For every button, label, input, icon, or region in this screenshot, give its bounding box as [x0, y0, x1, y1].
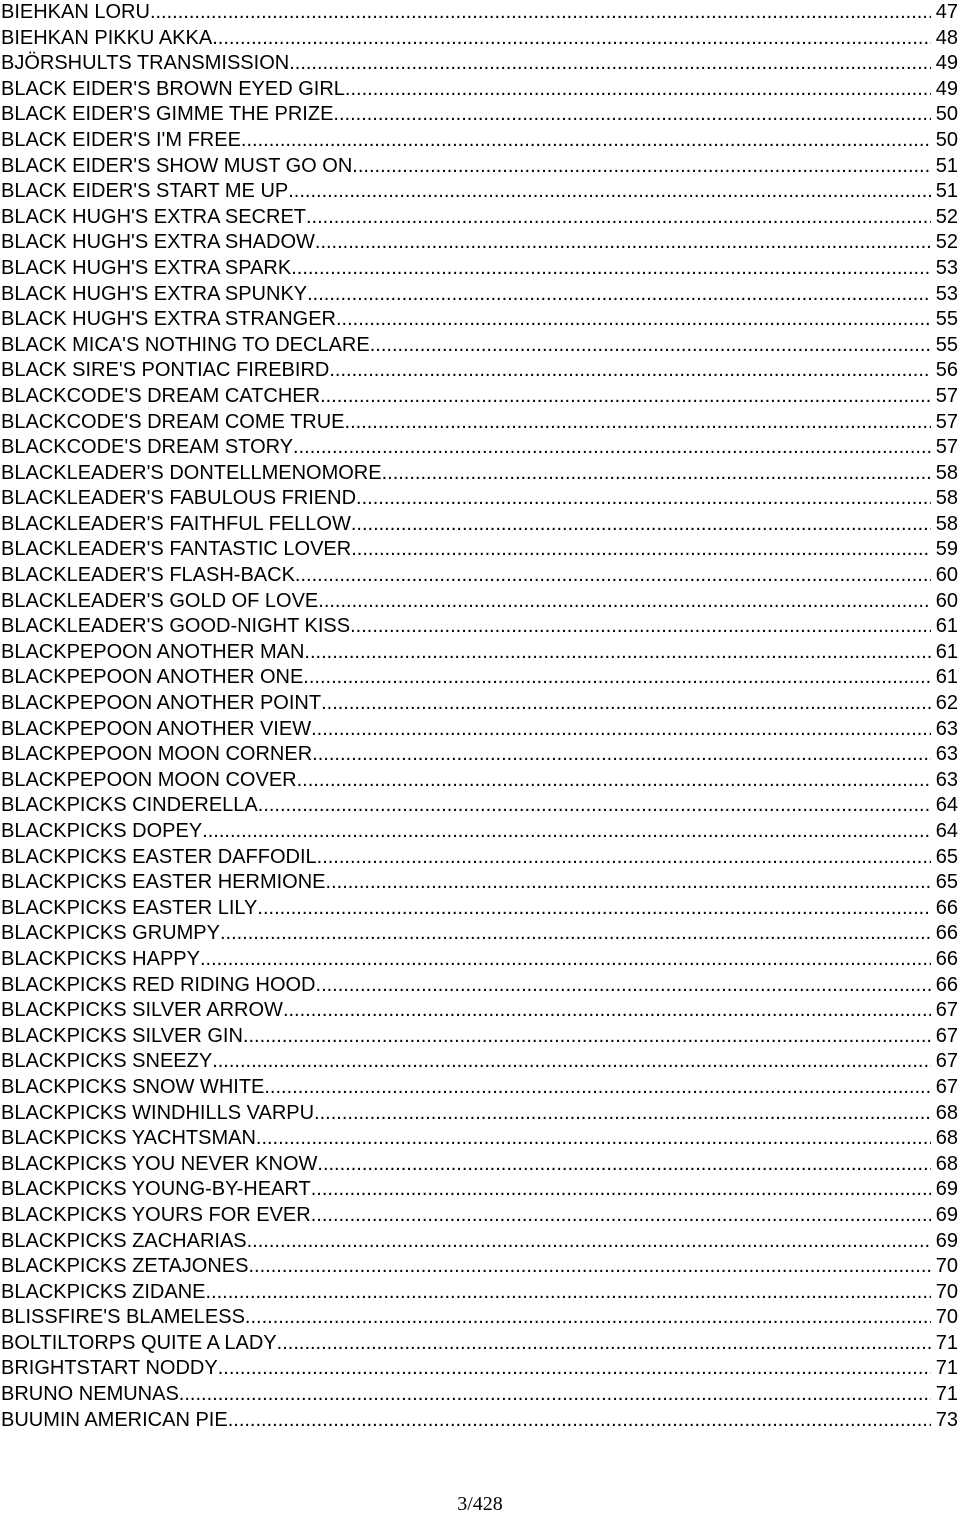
toc-entry-page: 66 [935, 947, 958, 970]
toc-entry-page: 61 [935, 640, 958, 663]
toc-entry-title: BLACKPEPOON MOON CORNER [1, 743, 313, 766]
toc-entry-title: BLACKCODE'S DREAM STORY [1, 436, 294, 459]
toc-entry-title: BLACK EIDER'S BROWN EYED GIRL [1, 77, 345, 100]
toc-entry-page: 67 [935, 1075, 958, 1098]
dot-leader [258, 793, 931, 819]
dot-leader [212, 26, 931, 52]
toc-entry-title: BLACK HUGH'S EXTRA SPARK [1, 256, 292, 279]
toc-entry[interactable] [0, 614, 960, 640]
toc-entry-title: BUUMIN AMERICAN PIE [1, 1408, 228, 1431]
toc-entry-title: BLACK EIDER'S START ME UP [1, 180, 289, 203]
dot-leader [243, 1024, 931, 1050]
toc-entry-title: BLACKPEPOON ANOTHER MAN [1, 640, 305, 663]
toc-entry[interactable] [0, 1126, 960, 1152]
toc-entry[interactable] [0, 537, 960, 563]
toc-entry-title: BLACKLEADER'S GOLD OF LOVE [1, 589, 319, 612]
toc-entry[interactable] [0, 384, 960, 410]
toc-entry-title: BLACK MICA'S NOTHING TO DECLARE [1, 333, 370, 356]
toc-entry[interactable] [0, 640, 960, 666]
toc-entry[interactable] [0, 282, 960, 308]
toc-entry[interactable] [0, 1049, 960, 1075]
toc-entry-page: 65 [935, 871, 958, 894]
toc-entry-page: 71 [935, 1331, 958, 1354]
dot-leader [329, 358, 930, 384]
dot-leader [202, 819, 931, 845]
toc-entry-title: BLACKLEADER'S FLASH-BACK [1, 564, 295, 587]
dot-leader [311, 717, 931, 743]
dot-leader [291, 256, 931, 282]
toc-entry[interactable] [0, 1101, 960, 1127]
toc-entry[interactable] [0, 1254, 960, 1280]
toc-entry-page: 52 [935, 231, 958, 254]
dot-leader [345, 410, 931, 436]
toc-entry[interactable] [0, 793, 960, 819]
toc-entry[interactable] [0, 435, 960, 461]
toc-entry[interactable] [0, 1177, 960, 1203]
dot-leader [311, 1177, 931, 1203]
toc-entry-page: 52 [935, 205, 958, 228]
toc-entry-page: 50 [935, 128, 958, 151]
toc-entry[interactable] [0, 870, 960, 896]
toc-entry-page: 60 [935, 589, 958, 612]
dot-leader [382, 461, 931, 487]
dot-leader [303, 665, 930, 691]
toc-entry-page: 69 [935, 1229, 958, 1252]
toc-entry-page: 51 [935, 154, 958, 177]
toc-entry-title: BLACK EIDER'S SHOW MUST GO ON [1, 154, 353, 177]
toc-entry[interactable] [0, 1280, 960, 1306]
toc-entry[interactable] [0, 128, 960, 154]
toc-entry[interactable] [0, 1024, 960, 1050]
toc-entry-title: BLACKPICKS EASTER DAFFODIL [1, 845, 317, 868]
toc-entry[interactable] [0, 1382, 960, 1408]
toc-entry-page: 67 [935, 1050, 958, 1073]
toc-entry-title: BLACKPICKS ZIDANE [1, 1280, 206, 1303]
toc-entry-page: 73 [935, 1408, 958, 1431]
dot-leader [318, 589, 930, 615]
dot-leader [351, 512, 931, 538]
dot-leader [248, 1254, 930, 1280]
toc-entry-title: BLACKPICKS SILVER ARROW [1, 999, 283, 1022]
dot-leader [293, 435, 931, 461]
toc-entry-page: 55 [935, 333, 958, 356]
toc-entry[interactable] [0, 358, 960, 384]
toc-entry-title: BRIGHTSTART NODDY [1, 1357, 218, 1380]
toc-entry[interactable] [0, 768, 960, 794]
toc-entry-title: BLACKPEPOON ANOTHER POINT [1, 692, 322, 715]
toc-entry[interactable] [0, 0, 960, 26]
dot-leader [320, 384, 931, 410]
toc-entry-title: BLACK HUGH'S EXTRA STRANGER [1, 308, 336, 331]
dot-leader [352, 154, 930, 180]
dot-leader [179, 1382, 931, 1408]
toc-entry[interactable] [0, 819, 960, 845]
dot-leader [333, 102, 930, 128]
dot-leader [297, 768, 931, 794]
toc-entry-page: 58 [935, 512, 958, 535]
dot-leader [245, 1305, 931, 1331]
toc-entry[interactable] [0, 921, 960, 947]
toc-entry[interactable] [0, 998, 960, 1024]
toc-entry-page: 62 [935, 692, 958, 715]
toc-entry-page: 56 [935, 359, 958, 382]
toc-entry-title: BLACK EIDER'S GIMME THE PRIZE [1, 103, 334, 126]
dot-leader [321, 691, 931, 717]
toc-entry-title: BLACKPICKS YACHTSMAN [1, 1127, 256, 1150]
toc-entry-page: 53 [935, 282, 958, 305]
toc-entry[interactable] [0, 896, 960, 922]
dot-leader [150, 0, 931, 26]
toc-entry[interactable] [0, 742, 960, 768]
toc-entry-title: BLACKPICKS GRUMPY [1, 922, 220, 945]
toc-entry[interactable] [0, 51, 960, 77]
dot-leader [256, 1126, 931, 1152]
dot-leader [304, 640, 930, 666]
toc-entry-page: 65 [935, 845, 958, 868]
toc-entry[interactable] [0, 410, 960, 436]
dot-leader [247, 1229, 931, 1255]
toc-entry-page: 66 [935, 973, 958, 996]
toc-entry-page: 70 [935, 1255, 958, 1278]
toc-entry-page: 69 [935, 1178, 958, 1201]
toc-entry-page: 57 [935, 410, 958, 433]
toc-entry-title: BLACKLEADER'S GOOD-NIGHT KISS [1, 615, 351, 638]
toc-entry-page: 71 [935, 1383, 958, 1406]
toc-entry-title: BLACK HUGH'S EXTRA SPUNKY [1, 282, 308, 305]
toc-entry[interactable] [0, 947, 960, 973]
dot-leader [314, 1101, 931, 1127]
toc-entry-title: BLACKPICKS EASTER HERMIONE [1, 871, 326, 894]
toc-entry[interactable] [0, 179, 960, 205]
toc-entry[interactable] [0, 461, 960, 487]
dot-leader [316, 973, 931, 999]
toc-entry-title: BLACKPICKS SNOW WHITE [1, 1075, 265, 1098]
dot-leader [228, 1408, 931, 1434]
toc-entry[interactable] [0, 256, 960, 282]
toc-entry-title: BLACK HUGH'S EXTRA SECRET [1, 205, 306, 228]
toc-entry-page: 67 [935, 999, 958, 1022]
toc-entry-title: BLACKPICKS WINDHILLS VARPU [1, 1101, 315, 1124]
toc-entry[interactable] [0, 307, 960, 333]
toc-entry-page: 64 [935, 794, 958, 817]
toc-entry[interactable] [0, 333, 960, 359]
dot-leader [326, 870, 931, 896]
toc-entry-title: BLACK HUGH'S EXTRA SHADOW [1, 231, 315, 254]
dot-leader [306, 205, 931, 231]
dot-leader [277, 1331, 931, 1357]
toc-entry-title: BLACKPEPOON ANOTHER ONE [1, 666, 304, 689]
toc-entry[interactable] [0, 486, 960, 512]
toc-entry-title: BLACKPICKS YOURS FOR EVER [1, 1203, 311, 1226]
toc-entry[interactable] [0, 717, 960, 743]
dot-leader [351, 537, 931, 563]
toc-entry-page: 60 [935, 564, 958, 587]
dot-leader [241, 128, 931, 154]
toc-entry-title: BRUNO NEMUNAS [1, 1383, 179, 1406]
dot-leader [220, 921, 931, 947]
toc-entry[interactable] [0, 512, 960, 538]
toc-entry-title: BLACKCODE'S DREAM COME TRUE [1, 410, 345, 433]
toc-entry-title: BLACKPICKS YOUNG-BY-HEART [1, 1178, 311, 1201]
toc-entry-title: BLACKLEADER'S FAITHFUL FELLOW [1, 512, 351, 535]
toc-entry-page: 66 [935, 896, 958, 919]
dot-leader [212, 1049, 931, 1075]
dot-leader [288, 179, 931, 205]
toc-entry[interactable] [0, 563, 960, 589]
toc-entry-page: 61 [935, 615, 958, 638]
dot-leader [312, 742, 931, 768]
toc-entry[interactable] [0, 845, 960, 871]
toc-entry-title: BLACKPICKS ZACHARIAS [1, 1229, 247, 1252]
toc-entry-title: BLISSFIRE'S BLAMELESS [1, 1306, 245, 1329]
toc-entry-title: BLACKCODE'S DREAM CATCHER [1, 384, 321, 407]
dot-leader [336, 307, 931, 333]
toc-entry-title: BLACKPICKS SILVER GIN [1, 1024, 243, 1047]
dot-leader [311, 1203, 931, 1229]
toc-entry-page: 66 [935, 922, 958, 945]
toc-entry-title: BLACKPICKS DOPEY [1, 820, 203, 842]
dot-leader [289, 51, 931, 77]
toc-entry[interactable] [0, 154, 960, 180]
toc-entry[interactable] [0, 1305, 960, 1331]
toc-entry-page: 50 [935, 103, 958, 126]
dot-leader [350, 614, 931, 640]
toc-entry-page: 49 [935, 52, 958, 75]
toc-entry-page: 47 [935, 1, 958, 23]
toc-entry-page: 61 [935, 666, 958, 689]
toc-entry-title: BJÖRSHULTS TRANSMISSION [1, 52, 290, 75]
toc-entry-page: 68 [935, 1152, 958, 1175]
toc-entry-title: BLACKLEADER'S FANTASTIC LOVER [1, 538, 352, 561]
dot-leader [257, 896, 930, 922]
dot-leader [345, 77, 931, 103]
dot-leader [307, 282, 931, 308]
dot-leader [370, 333, 931, 359]
toc-entry[interactable] [0, 589, 960, 615]
toc-entry-page: 63 [935, 717, 958, 740]
dot-leader [283, 998, 931, 1024]
toc-entry-title: BLACKPICKS EASTER LILY [1, 896, 258, 919]
dot-leader [218, 1356, 931, 1382]
toc-entry-title: BLACKLEADER'S FABULOUS FRIEND [1, 487, 357, 510]
page-number: 3/428 [457, 1493, 503, 1515]
toc-entry[interactable] [0, 1152, 960, 1178]
toc-entry[interactable] [0, 26, 960, 52]
dot-leader [317, 1152, 930, 1178]
toc-entry[interactable] [0, 1203, 960, 1229]
toc-entry-title: BLACKPEPOON MOON COVER [1, 768, 297, 791]
toc-entry-page: 68 [935, 1101, 958, 1124]
dot-leader [264, 1075, 930, 1101]
toc-entry-page: 70 [935, 1280, 958, 1303]
toc-entry-title: BLACKPICKS SNEEZY [1, 1050, 213, 1073]
dot-leader [295, 563, 931, 589]
toc-entry-title: BLACK EIDER'S I'M FREE [1, 128, 241, 151]
dot-leader [317, 845, 931, 871]
toc-entry[interactable] [0, 973, 960, 999]
toc-entry-page: 58 [935, 487, 958, 510]
toc-entry-page: 49 [935, 77, 958, 100]
toc-entry-page: 59 [935, 538, 958, 561]
toc-entry-title: BLACKPEPOON ANOTHER VIEW [1, 717, 312, 740]
toc-entry-page: 55 [935, 308, 958, 331]
toc-entry-title: BLACKPICKS HAPPY [1, 947, 200, 970]
toc-entry-title: BLACKPICKS ZETAJONES [1, 1255, 249, 1278]
toc-entry-title: BIEHKAN LORU [1, 1, 150, 23]
toc-entry[interactable] [0, 691, 960, 717]
dot-leader [315, 230, 931, 256]
toc-entry-page: 63 [935, 768, 958, 791]
toc-entry-title: BLACK SIRE'S PONTIAC FIREBIRD [1, 359, 330, 382]
toc-entry-title: BIEHKAN PIKKU AKKA [1, 26, 213, 49]
dot-leader [200, 947, 931, 973]
toc-entry[interactable] [0, 1075, 960, 1101]
toc-entry-page: 48 [935, 26, 958, 49]
dot-leader [206, 1280, 931, 1306]
toc-entry[interactable] [0, 1408, 960, 1434]
toc-entry[interactable] [0, 1229, 960, 1255]
toc-entry-page: 70 [935, 1306, 958, 1329]
toc-entry[interactable] [0, 230, 960, 256]
toc-entry-page: 64 [935, 820, 958, 842]
toc-entry-title: BLACKPICKS RED RIDING HOOD [1, 973, 316, 996]
toc-entry-page: 57 [935, 384, 958, 407]
toc-entry-page: 51 [935, 180, 958, 203]
dot-leader [356, 486, 931, 512]
toc-entry-title: BLACKLEADER'S DONTELLMENOMORE [1, 461, 382, 484]
toc-entry-title: BOLTILTORPS QUITE A LADY [1, 1331, 277, 1354]
toc-entry[interactable] [0, 102, 960, 128]
toc-entry-page: 67 [935, 1024, 958, 1047]
toc-entry-page: 58 [935, 461, 958, 484]
toc-entry[interactable] [0, 77, 960, 103]
toc-entry[interactable] [0, 205, 960, 231]
toc-entry[interactable] [0, 1356, 960, 1382]
toc-entry-page: 57 [935, 436, 958, 459]
toc-entry-page: 53 [935, 256, 958, 279]
toc-entry-page: 68 [935, 1127, 958, 1150]
toc-entry-page: 71 [935, 1357, 958, 1380]
toc-entry-page: 63 [935, 743, 958, 766]
toc-entry-page: 69 [935, 1203, 958, 1226]
toc-entry[interactable] [0, 665, 960, 691]
toc-entry-title: BLACKPICKS YOU NEVER KNOW [1, 1152, 318, 1175]
toc-entry[interactable] [0, 1331, 960, 1357]
toc-entry-title: BLACKPICKS CINDERELLA [1, 794, 258, 817]
